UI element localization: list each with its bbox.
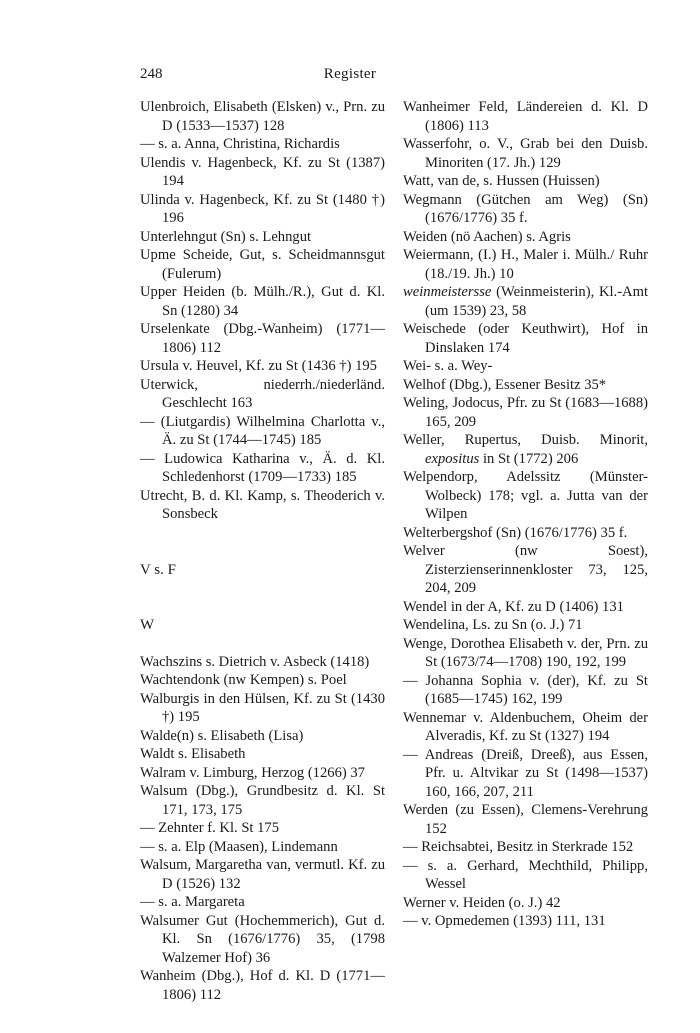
entry-text: (Weinmeisterin), Kl.-Amt (um 1539) 23, 58 [425, 284, 648, 319]
index-entry: Wenge, Dorothea Elisabeth v. der, Prn. zu St (1673/74—1708) 190, 192, 199 [403, 635, 648, 670]
index-entry: Walsumer Gut (Hochemmerich), Gut d. Kl. Sn (1676/1776) 35, (1798 Walzemer Hof) 36 [140, 912, 385, 966]
index-entry: — s. a. Anna, Christina, Richardis [140, 136, 340, 152]
italic-term: weinmeistersse [403, 284, 492, 300]
index-entry [403, 283, 648, 320]
index-entry: — s. a. Gerhard, Mechthild, Philipp, Wessel [403, 857, 648, 892]
index-entry: Walram v. Limburg, Herzog (1266) 37 [140, 764, 365, 781]
index-entry: Ursula v. Heuvel, Kf. zu St (1436 †) 195 [140, 358, 377, 374]
left-column [140, 98, 385, 1004]
running-title: Register [323, 66, 377, 82]
index-entry: — Zehnter f. Kl. St 175 [140, 820, 280, 836]
index-entry: Wanheimer Feld, Ländereien d. Kl. D (1806) 113 [403, 99, 648, 134]
index-entry: — Reichsabtei, Besitz in Sterkrade 152 [403, 839, 634, 855]
index-entry: — Johanna Sophia v. (der), Kf. zu St (1685—1745) 162, 199 [403, 672, 648, 707]
index-entry: — v. Opmedemen (1393) 111, 131 [403, 913, 606, 929]
index-entry: Wasserfohr, o. V., Grab bei den Duisb. Minoriten (17. Jh.) 129 [403, 136, 648, 171]
index-entry: Utrecht, B. d. Kl. Kamp, s. Theoderich v. Sonsbeck [140, 487, 385, 522]
index-entry: — Ludowica Katharina v., Ä. d. Kl. Schledenhorst (1709—1733) 185 [140, 450, 385, 485]
index-entry: Wennemar v. Aldenbuchem, Oheim der Alveradis, Kf. zu St (1327) 194 [403, 709, 648, 744]
index-entry: Welterbergshof (Sn) (1676/1776) 35 f. [403, 524, 628, 541]
index-entry: Uterwick, niederrh./niederländ. Geschlecht 163 [140, 376, 385, 411]
page-number: 248 [140, 66, 163, 82]
index-entry: Ulendis v. Hagenbeck, Kf. zu St (1387) 194 [140, 154, 385, 189]
index-entries-u [140, 98, 385, 524]
index-entry: Walde(n) s. Elisabeth (Lisa) [140, 727, 304, 744]
index-entry: Weischede (oder Keuthwirt), Hof in Dinslaken 174 [403, 321, 648, 356]
index-entry: Wendelina, Ls. zu Sn (o. J.) 71 [403, 617, 583, 633]
index-entry: — s. a. Margareta [140, 894, 245, 910]
index-entry: Werden (zu Essen), Clemens-Verehrung 152 [403, 802, 648, 837]
index-entry: Wanheim (Dbg.), Hof d. Kl. D (1771—1806) 112 [140, 968, 385, 1003]
index-entry: — s. a. Elp (Maasen), Lindemann [140, 838, 338, 855]
index-entry: Welpendorp, Adelssitz (Münster-Wolbeck) 178; vgl. a. Jutta van der Wilpen [403, 469, 648, 522]
index-entry: Upper Heiden (b. Mülh./R.), Gut d. Kl. Sn (1280) 34 [140, 284, 385, 319]
index-entry: Ulinda v. Hagenbeck, Kf. zu St (1480 †) 196 [140, 191, 385, 226]
index-entry [403, 431, 648, 468]
index-entry: Wendel in der A, Kf. zu D (1406) 131 [403, 598, 624, 615]
index-entries-group-c [403, 468, 648, 931]
index-entry: Wachszins s. Dietrich v. Asbeck (1418) [140, 653, 370, 670]
italic-term: expositus [425, 450, 480, 467]
entry-text: Weller, Rupertus, Duisb. Minorit, [403, 432, 648, 448]
section-heading-w: W [140, 617, 155, 633]
index-entry: Weling, Jodocus, Pfr. zu St (1683—1688) 165, 209 [403, 395, 648, 430]
index-entry: Unterlehngut (Sn) s. Lehngut [140, 228, 312, 245]
index-entry: — Andreas (Dreiß, Dreeß), aus Essen, Pfr. u. Altvikar zu St (1498—1537) 160, 166, 207, 211 [403, 746, 648, 800]
index-entry: Welver (nw Soest), Zisterzienserinnenkloster 73, 125, 204, 209 [403, 543, 648, 596]
index-entry: Welhof (Dbg.), Essener Besitz 35* [403, 376, 607, 393]
index-entry: Wegmann (Gütchen am Weg) (Sn) (1676/1776) 35 f. [403, 191, 648, 226]
index-entry: Wei- s. a. Wey- [403, 358, 493, 374]
index-entry: Weiermann, (I.) H., Maler i. Mülh./ Ruhr (18./19. Jh.) 10 [403, 247, 648, 282]
index-entry: Waldt s. Elisabeth [140, 746, 246, 762]
index-entry: Weiden (nö Aachen) s. Agris [403, 228, 571, 245]
entry-text: in St (1772) 206 [479, 450, 579, 467]
index-entry: Watt, van de, s. Hussen (Huissen) [403, 173, 600, 189]
index-entry: Urselenkate (Dbg.-Wanheim) (1771—1806) 112 [140, 321, 385, 356]
right-column [403, 98, 648, 931]
index-entry: Walsum, Margaretha van, vermutl. Kf. zu D (1526) 132 [140, 857, 385, 892]
section-heading-v: V s. F [140, 561, 176, 578]
index-entries-w [140, 653, 385, 1005]
index-entry: Wachtendonk (nw Kempen) s. Poel [140, 672, 347, 688]
index-entry: Walburgis in den Hülsen, Kf. zu St (1430 †) 195 [140, 690, 385, 725]
index-entry: Ulenbroich, Elisabeth (Elsken) v., Prn. zu D (1533—1537) 128 [140, 99, 385, 134]
index-entry: Walsum (Dbg.), Grundbesitz d. Kl. St 171, 173, 175 [140, 783, 385, 818]
index-entry: Upme Scheide, Gut, s. Scheidmannsgut (Fulerum) [140, 247, 385, 282]
index-entries-group-a [403, 98, 648, 283]
index-entry: Werner v. Heiden (o. J.) 42 [403, 894, 561, 911]
index-entry: — (Liutgardis) Wilhelmina Charlotta v., Ä. zu St (1744—1745) 185 [140, 413, 385, 448]
index-entries-group-b [403, 320, 648, 431]
